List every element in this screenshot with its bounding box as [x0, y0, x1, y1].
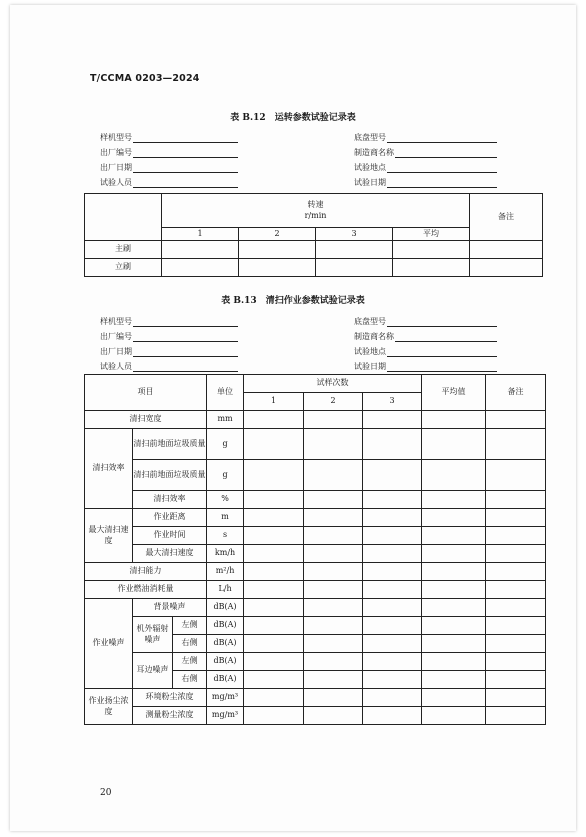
unit-header: 单位: [207, 375, 244, 411]
meta-manufacturer: 制造商名称: [354, 147, 497, 158]
unit-cell: mg/m³: [207, 707, 244, 725]
row-label: 清扫效率: [133, 491, 207, 509]
data-cell[interactable]: [422, 581, 486, 599]
data-cell[interactable]: [244, 491, 304, 509]
unit-cell: m: [207, 509, 244, 527]
data-cell[interactable]: [162, 259, 239, 277]
data-cell[interactable]: [486, 411, 546, 429]
unit-cell: dB(A): [207, 617, 244, 635]
table-b13: [84, 374, 546, 725]
data-cell[interactable]: [422, 689, 486, 707]
group-label: 清扫效率: [85, 429, 133, 509]
data-cell[interactable]: [244, 581, 304, 599]
meta-factory-date: 出厂日期: [100, 162, 238, 173]
page-number: 20: [100, 788, 112, 798]
data-cell[interactable]: [244, 707, 304, 725]
data-cell[interactable]: [422, 509, 486, 527]
side-label: 左侧: [173, 617, 207, 635]
data-cell[interactable]: [244, 460, 304, 491]
unit-cell: mm: [207, 411, 244, 429]
meta-sample-model: 样机型号: [100, 132, 238, 143]
data-cell[interactable]: [363, 491, 422, 509]
trials-header: 试样次数: [244, 375, 422, 393]
data-cell[interactable]: [486, 599, 546, 617]
data-cell[interactable]: [304, 599, 363, 617]
meta-tester: 试验人员: [100, 361, 238, 372]
data-cell[interactable]: [422, 460, 486, 491]
data-cell[interactable]: [393, 259, 470, 277]
data-cell[interactable]: [304, 707, 363, 725]
sub-group-label: 耳边噪声: [133, 653, 173, 689]
row-label: 立刷: [85, 259, 162, 277]
unit-cell: dB(A): [207, 671, 244, 689]
meta-sample-model: 样机型号: [100, 316, 238, 327]
side-label: 左侧: [173, 653, 207, 671]
unit-cell: %: [207, 491, 244, 509]
meta-test-location: 试验地点: [354, 346, 497, 357]
data-cell[interactable]: [304, 491, 363, 509]
data-cell[interactable]: [422, 617, 486, 635]
data-cell[interactable]: [363, 599, 422, 617]
unit-cell: km/h: [207, 545, 244, 563]
unit-cell: dB(A): [207, 599, 244, 617]
data-cell[interactable]: [363, 689, 422, 707]
data-cell[interactable]: [363, 527, 422, 545]
data-cell[interactable]: [244, 411, 304, 429]
data-cell[interactable]: [422, 411, 486, 429]
data-cell[interactable]: [363, 671, 422, 689]
data-cell[interactable]: [486, 563, 546, 581]
col-header: 平均: [393, 228, 470, 241]
meta-factory-date: 出厂日期: [100, 346, 238, 357]
average-header: 平均值: [422, 375, 486, 411]
col-header: 2: [239, 228, 316, 241]
speed-header: 转速 r/min: [162, 194, 470, 228]
group-label: 作业扬尘浓度: [85, 689, 133, 725]
row-label: 环境粉尘浓度: [133, 689, 207, 707]
unit-cell: dB(A): [207, 653, 244, 671]
data-cell[interactable]: [422, 527, 486, 545]
data-cell[interactable]: [486, 635, 546, 653]
data-cell[interactable]: [486, 460, 546, 491]
meta-test-location: 试验地点: [354, 162, 497, 173]
data-cell[interactable]: [363, 460, 422, 491]
sub-group-label: 机外辐射噪声: [133, 617, 173, 653]
data-cell[interactable]: [304, 509, 363, 527]
row-label: 测量粉尘浓度: [133, 707, 207, 725]
meta-test-date: 试验日期: [354, 361, 497, 372]
data-cell[interactable]: [422, 707, 486, 725]
unit-cell: g: [207, 429, 244, 460]
data-cell[interactable]: [316, 241, 393, 259]
data-cell[interactable]: [363, 509, 422, 527]
unit-cell: s: [207, 527, 244, 545]
row-label: 作业距离: [133, 509, 207, 527]
corner-cell: [85, 194, 162, 241]
data-cell[interactable]: [304, 635, 363, 653]
trial-number: 1: [244, 393, 304, 411]
group-label: 最大清扫速度: [85, 509, 133, 563]
data-cell[interactable]: [244, 671, 304, 689]
unit-cell: mg/m³: [207, 689, 244, 707]
data-cell[interactable]: [363, 581, 422, 599]
data-cell[interactable]: [486, 653, 546, 671]
data-cell[interactable]: [422, 491, 486, 509]
remark-header: 备注: [470, 194, 543, 241]
data-cell[interactable]: [422, 599, 486, 617]
data-cell[interactable]: [422, 563, 486, 581]
row-label: 最大清扫速度: [133, 545, 207, 563]
row-label: 清扫前地面垃圾质量: [133, 460, 207, 491]
data-cell[interactable]: [304, 689, 363, 707]
row-label: 清扫能力: [85, 563, 207, 581]
side-label: 右侧: [173, 671, 207, 689]
data-cell[interactable]: [486, 545, 546, 563]
data-cell[interactable]: [422, 635, 486, 653]
side-label: 右侧: [173, 635, 207, 653]
meta-tester: 试验人员: [100, 177, 238, 188]
data-cell[interactable]: [316, 259, 393, 277]
data-cell[interactable]: [363, 563, 422, 581]
remark-header: 备注: [486, 375, 546, 411]
data-cell[interactable]: [486, 527, 546, 545]
data-cell[interactable]: [422, 653, 486, 671]
data-cell[interactable]: [470, 259, 543, 277]
data-cell[interactable]: [244, 563, 304, 581]
row-label: 清扫宽度: [85, 411, 207, 429]
meta-factory-number: 出厂编号: [100, 147, 238, 158]
data-cell[interactable]: [363, 707, 422, 725]
data-cell[interactable]: [162, 241, 239, 259]
data-cell[interactable]: [244, 635, 304, 653]
data-cell[interactable]: [304, 581, 363, 599]
data-cell[interactable]: [422, 429, 486, 460]
data-cell[interactable]: [244, 653, 304, 671]
data-cell[interactable]: [470, 241, 543, 259]
table-b13-title: 表 B.13 清扫作业参数试验记录表: [221, 296, 365, 306]
table-b12: [84, 193, 543, 277]
data-cell[interactable]: [244, 509, 304, 527]
meta-factory-number: 出厂编号: [100, 331, 238, 342]
data-cell[interactable]: [486, 689, 546, 707]
unit-cell: dB(A): [207, 635, 244, 653]
col-header: 1: [162, 228, 239, 241]
data-cell[interactable]: [304, 527, 363, 545]
data-cell[interactable]: [363, 429, 422, 460]
data-cell[interactable]: [363, 545, 422, 563]
meta-chassis-model: 底盘型号: [354, 316, 497, 327]
data-cell[interactable]: [363, 617, 422, 635]
item-header: 项目: [85, 375, 207, 411]
unit-cell: m²/h: [207, 563, 244, 581]
trial-number: 2: [304, 393, 363, 411]
data-cell[interactable]: [363, 653, 422, 671]
data-cell[interactable]: [363, 411, 422, 429]
data-cell[interactable]: [304, 545, 363, 563]
data-cell[interactable]: [244, 429, 304, 460]
data-cell[interactable]: [239, 259, 316, 277]
data-cell[interactable]: [363, 635, 422, 653]
data-cell[interactable]: [304, 563, 363, 581]
row-label: 作业燃油消耗量: [85, 581, 207, 599]
data-cell[interactable]: [422, 671, 486, 689]
data-cell[interactable]: [486, 491, 546, 509]
data-cell[interactable]: [304, 671, 363, 689]
row-label: 主刷: [85, 241, 162, 259]
data-cell[interactable]: [486, 707, 546, 725]
data-cell[interactable]: [244, 545, 304, 563]
data-cell[interactable]: [244, 599, 304, 617]
data-cell[interactable]: [244, 617, 304, 635]
data-cell[interactable]: [304, 429, 363, 460]
unit-cell: g: [207, 460, 244, 491]
data-cell[interactable]: [486, 509, 546, 527]
row-label: 作业时间: [133, 527, 207, 545]
meta-chassis-model: 底盘型号: [354, 132, 497, 143]
unit-cell: L/h: [207, 581, 244, 599]
meta-test-date: 试验日期: [354, 177, 497, 188]
data-cell[interactable]: [486, 429, 546, 460]
standard-code: T/CCMA 0203—2024: [90, 73, 200, 84]
data-cell[interactable]: [304, 411, 363, 429]
data-cell[interactable]: [486, 671, 546, 689]
data-cell[interactable]: [304, 653, 363, 671]
data-cell[interactable]: [239, 241, 316, 259]
data-cell[interactable]: [486, 617, 546, 635]
table-b12-title: 表 B.12 运转参数试验记录表: [230, 113, 356, 123]
data-cell[interactable]: [393, 241, 470, 259]
row-label: 清扫前地面垃圾质量: [133, 429, 207, 460]
data-cell[interactable]: [304, 617, 363, 635]
row-label: 背景噪声: [133, 599, 207, 617]
meta-manufacturer: 制造商名称: [354, 331, 497, 342]
data-cell[interactable]: [244, 689, 304, 707]
group-label: 作业噪声: [85, 599, 133, 689]
data-cell[interactable]: [422, 545, 486, 563]
data-cell[interactable]: [244, 527, 304, 545]
data-cell[interactable]: [486, 581, 546, 599]
data-cell[interactable]: [304, 460, 363, 491]
col-header: 3: [316, 228, 393, 241]
trial-number: 3: [363, 393, 422, 411]
